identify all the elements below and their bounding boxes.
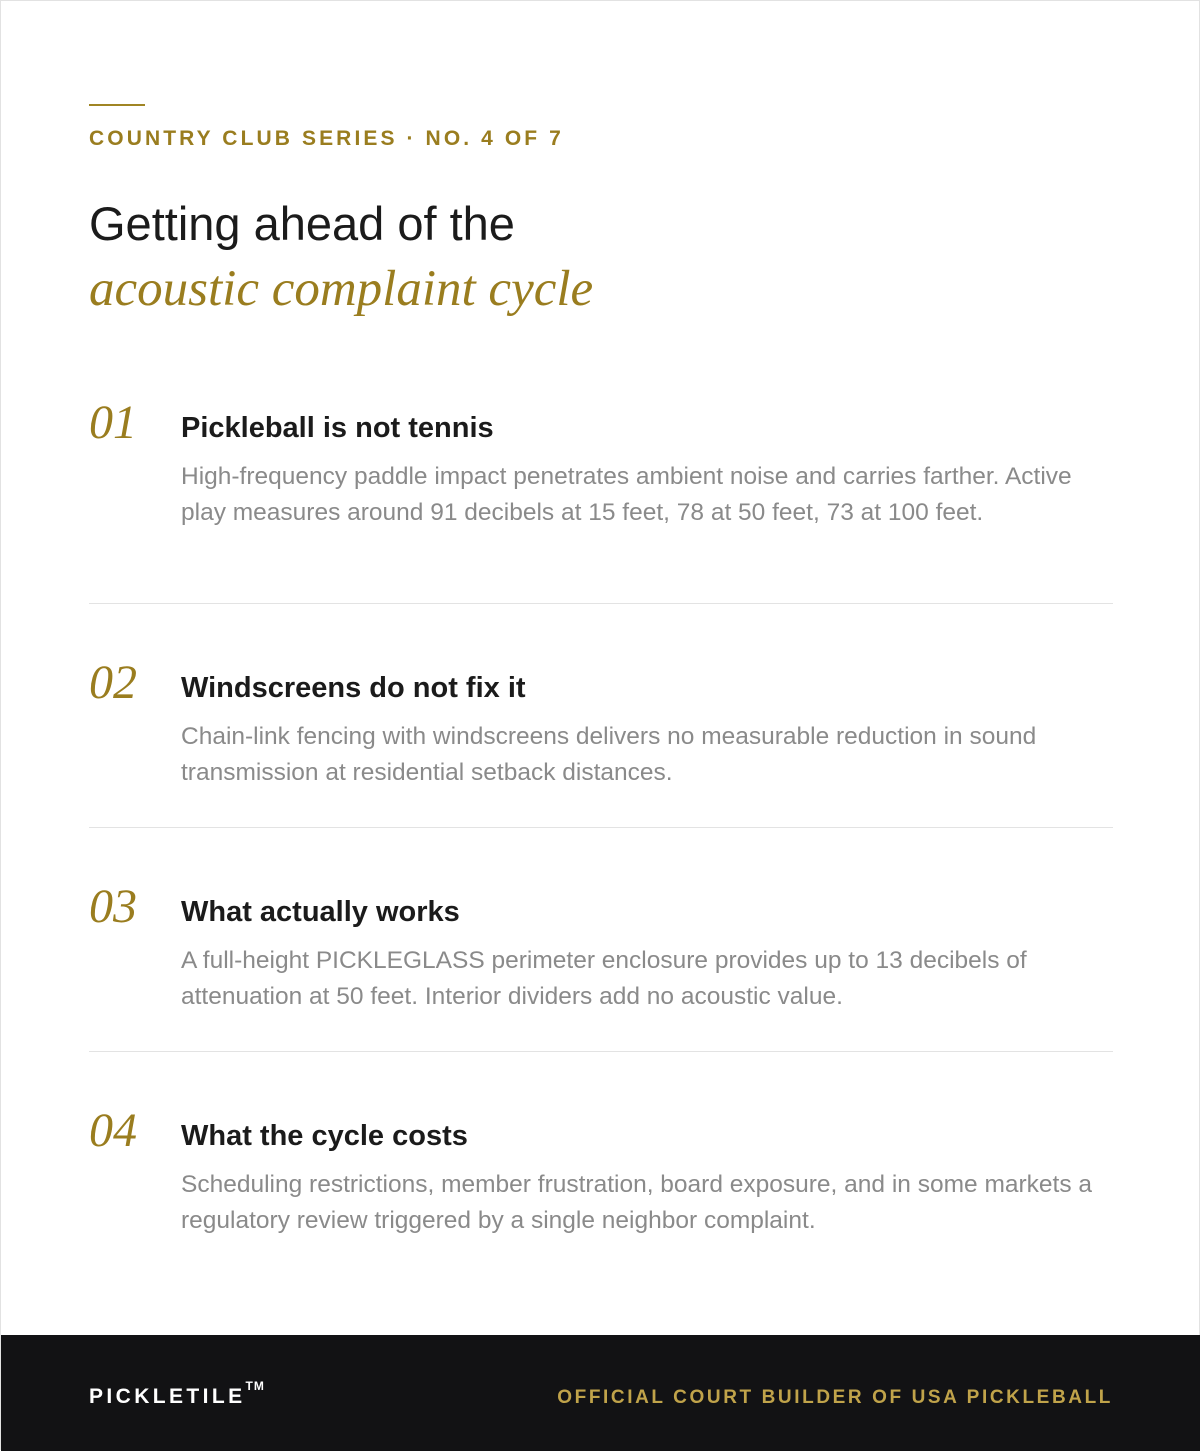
item-body: A full-height PICKLEGLASS perimeter enclosure provides up to 13 decibels of attenuation at 50 feet. Interior dividers add no acoustic value. <box>181 947 1027 1010</box>
item-title: Pickleball is not tennis <box>181 412 494 444</box>
series-eyebrow: COUNTRY CLUB SERIES · NO. 4 OF 7 <box>89 127 564 150</box>
item-number: 01 <box>89 396 137 449</box>
brand-name: PICKLETILE <box>89 1385 246 1408</box>
divider <box>89 827 1113 828</box>
item-body: Scheduling restrictions, member frustration, board exposure, and in some markets a regulatory review triggered by a single neighbor complaint. <box>181 1171 1093 1234</box>
brand-logo <box>89 1379 265 1409</box>
item-title: What actually works <box>181 896 460 928</box>
trademark-mark: TM <box>245 1379 265 1393</box>
accent-rule <box>89 104 145 106</box>
page-title <box>89 196 593 319</box>
item-title: What the cycle costs <box>181 1120 468 1152</box>
divider <box>89 603 1113 604</box>
footer-bar <box>1 1335 1200 1451</box>
item-title: Windscreens do not fix it <box>181 672 526 704</box>
item-number: 03 <box>89 880 137 933</box>
title-line-2: acoustic complaint cycle <box>89 261 594 317</box>
item-number: 04 <box>89 1104 137 1157</box>
divider <box>89 1051 1113 1052</box>
title-line-1: Getting ahead of the <box>89 197 515 250</box>
item-body: Chain-link fencing with windscreens delivers no measurable reduction in sound transmission at residential setback distances. <box>181 723 1037 786</box>
item-body: High-frequency paddle impact penetrates ambient noise and carries farther. Active play measures around 91 decibels at 15 feet, 78 at 50 feet, 73 at 100 feet. <box>181 463 1072 526</box>
item-number: 02 <box>89 656 137 709</box>
footer-tagline: OFFICIAL COURT BUILDER OF USA PICKLEBALL <box>557 1387 1113 1408</box>
